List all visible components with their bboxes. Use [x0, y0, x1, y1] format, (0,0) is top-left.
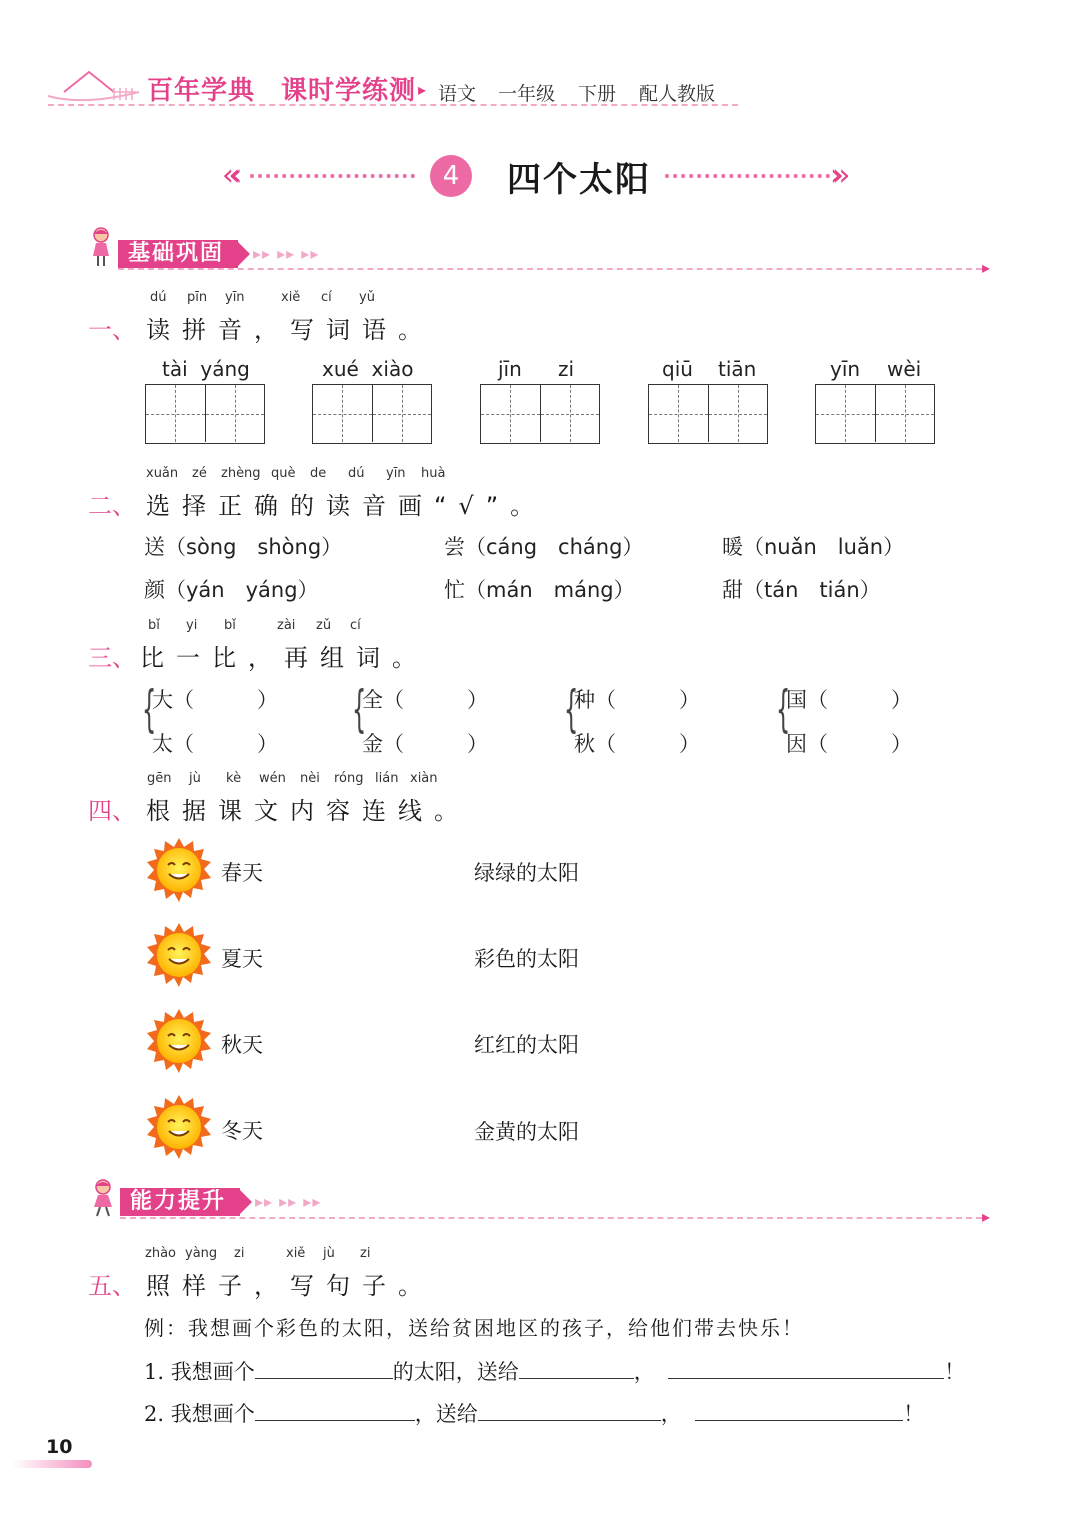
page-number: 10 [46, 1436, 73, 1458]
lesson-title: 四个太阳 [507, 160, 651, 200]
reading-option[interactable]: 尝（cáng cháng） [444, 535, 644, 559]
reading-option[interactable]: 颜（yán yáng） [144, 578, 319, 602]
reading-option[interactable]: 送（sòng shòng） [144, 535, 343, 559]
q3-instruction: 比一比，再组词。 [140, 644, 428, 672]
sun-icon [146, 922, 212, 988]
q5-number: 五、 [88, 1272, 136, 1300]
section-banner-advanced: 能力提升 [120, 1188, 240, 1216]
sun-description[interactable]: 绿绿的太阳 [474, 861, 579, 885]
banner-trail-icon: ▸▸ ▸▸ ▸▸ [255, 1192, 322, 1211]
title-dots-right [665, 174, 830, 178]
compare-item[interactable]: 金（ ） [362, 732, 488, 756]
compare-item[interactable]: 太（ ） [152, 732, 278, 756]
edition-label: 配人教版 [639, 83, 716, 105]
sun-icon [146, 1008, 212, 1074]
section-divider [118, 268, 982, 270]
q1-word3-pinyin: jīn zi [498, 357, 575, 381]
banner-trail-icon: ▸▸ ▸▸ ▸▸ [253, 244, 320, 263]
season-label[interactable]: 冬天 [221, 1119, 263, 1143]
subject-label: 语文 [438, 83, 477, 105]
girl-mascot-icon [90, 1178, 116, 1218]
sun-description[interactable]: 红红的太阳 [474, 1033, 579, 1057]
lesson-number: 4 [430, 155, 472, 197]
left-chevrons-icon: «‹ [222, 158, 233, 193]
season-label[interactable]: 秋天 [221, 1033, 263, 1057]
q1-instruction: 读拼音，写词语。 [146, 316, 434, 344]
writing-grid[interactable] [145, 384, 265, 444]
sun-icon [146, 1094, 212, 1160]
q5-instruction: 照样子，写句子。 [146, 1272, 434, 1300]
sentence-line-1: 1. 我想画个 的太阳，送给 ， ！ [144, 1360, 966, 1384]
q4-number: 四、 [88, 797, 136, 825]
writing-grid[interactable] [480, 384, 600, 444]
volume-label: 下册 [578, 83, 617, 105]
compare-item[interactable]: 因（ ） [786, 732, 912, 756]
writing-grid[interactable] [815, 384, 935, 444]
writing-grid[interactable] [648, 384, 768, 444]
series-name: 课时学练测 [281, 76, 417, 106]
girl-mascot-icon [88, 226, 114, 268]
sun-description[interactable]: 彩色的太阳 [474, 947, 579, 971]
sentence-line-2: 2. 我想画个 ，送给 ， ！ [144, 1402, 925, 1426]
brace-icon: { [142, 680, 157, 738]
q1-pinyin: dú pīn yīn xiě cí yǔ [150, 290, 375, 305]
example-sentence: 例：我想画个彩色的太阳，送给贫困地区的孩子，给他们带去快乐！ [144, 1316, 804, 1340]
q1-word1-pinyin: tài yáng [162, 357, 250, 381]
brace-icon: { [352, 680, 367, 738]
answer-blank[interactable] [255, 1358, 393, 1379]
q1-word5-pinyin: yīn wèi [830, 357, 922, 381]
sun-icon [146, 837, 212, 903]
brace-icon: { [564, 680, 579, 738]
q3-pinyin: bǐ yi bǐ zài zǔ cí [148, 618, 361, 633]
right-chevrons-icon: ›» [830, 158, 841, 193]
q3-number: 三、 [88, 644, 136, 672]
season-label[interactable]: 夏天 [221, 947, 263, 971]
section-divider [120, 1217, 982, 1219]
page-number-bar [12, 1460, 92, 1468]
q1-word4-pinyin: qiū tiān [662, 357, 757, 381]
reading-option[interactable]: 忙（mán máng） [444, 578, 635, 602]
reading-option[interactable]: 甜（tán tián） [722, 578, 881, 602]
answer-blank[interactable] [668, 1358, 944, 1379]
header-arrow-icon: ▸ [418, 80, 427, 99]
compare-item[interactable]: 国（ ） [786, 688, 912, 712]
q1-word2-pinyin: xué xiào [322, 357, 414, 381]
compare-item[interactable]: 秋（ ） [574, 732, 700, 756]
brace-icon: { [776, 680, 791, 738]
answer-blank[interactable] [478, 1400, 661, 1421]
writing-grid[interactable] [312, 384, 432, 444]
sun-description[interactable]: 金黄的太阳 [474, 1120, 579, 1144]
q2-instruction: 选择正确的读音画“√”。 [146, 492, 547, 520]
brand-name: 百年学典 [147, 76, 256, 106]
compare-item[interactable]: 种（ ） [574, 688, 700, 712]
q4-instruction: 根据课文内容连线。 [146, 797, 470, 825]
house-logo-icon [44, 62, 144, 108]
answer-blank[interactable] [519, 1358, 634, 1379]
q5-pinyin: zhào yàng zi xiě jù zi [145, 1246, 371, 1261]
banner-arrow-icon [236, 240, 250, 268]
grade-label: 一年级 [498, 83, 556, 105]
answer-blank[interactable] [255, 1400, 415, 1421]
q4-pinyin: gēn jù kè wén nèi róng lián xiàn [147, 771, 438, 786]
q1-number: 一、 [88, 316, 136, 344]
divider-arrow-icon: ▸ [982, 1207, 991, 1226]
section-banner-basic: 基础巩固 [118, 240, 238, 268]
q2-pinyin: xuǎn zé zhèng què de dú yīn huà [146, 466, 446, 481]
reading-option[interactable]: 暖（nuǎn luǎn） [722, 535, 905, 559]
header-divider [48, 104, 738, 106]
banner-arrow-icon [238, 1188, 252, 1216]
divider-arrow-icon: ▸ [982, 258, 991, 277]
compare-item[interactable]: 全（ ） [362, 688, 488, 712]
title-dots-left [250, 174, 415, 178]
q2-number: 二、 [88, 492, 136, 520]
season-label[interactable]: 春天 [221, 861, 263, 885]
compare-item[interactable]: 大（ ） [152, 688, 278, 712]
answer-blank[interactable] [695, 1400, 903, 1421]
